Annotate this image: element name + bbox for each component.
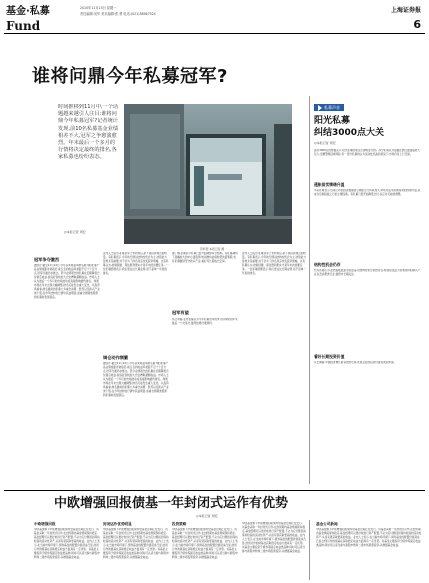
col3-subhead: 冠军有望 [172,310,189,315]
bottom-byline: ◎本报记者 周宏 [196,514,218,518]
bottom-col1-body: 中欧基金旗下中欧增强回报债券型基金近期正在发行。该基金采取一年封闭式运作,在封闭期内基金规模保持稳定,基金经理可以更好地进行资产配置,不必为应付赎回而保持较高的流动性资产,从而有望获取更高的收益。业内人士表示,在当前市场环境下,债券基金的配置价值逐步凸显,封闭运作的债基在获取稳定收益方面具有一定优势。该基金主要投资于债券等固定收益类品种,同时可以适当参与新股申购和二级市场股票投资,以增强基金收益。 [34,528,100,559]
sidebar-sec3-body: 从长期看,中国经济增长前景依然乐观,优质企业的投资价值将逐步体现。 [314,361,397,364]
sidebar-byline: ◎本报记者 周宏 [314,141,336,145]
bottom-col4-body: 中欧基金旗下中欧增强回报债券型基金近期正在发行。该基金采取一年封闭式运作,在封闭期内基金规模保持稳定,基金经理可以更好地进行资产配置,不必为应付赎回而保持较高的流动性资产,从而有望获取更高的收益。业内人士表示,在当前市场环境下,债券基金的配置价值逐步凸显,封闭运作的债基在获取稳定收益方面具有一定优势。该基金主要投资于债券等固定收益类品种,同时可以适当参与新股申购和二级市场股票投资,以增强基金收益。 [242,522,306,553]
sidebar-tag [314,104,344,111]
masthead-bar [0,4,429,34]
main-headline: 谁将问鼎今年私募冠军? [32,66,228,87]
page-number: 6 [413,18,421,31]
sidebar-divider [309,96,310,484]
sidebar-sec1-body: 多家私募表示,近期公布的经济数据显示通胀压力持续加大,市场对货币政策收紧的预期升温,这成为压制指数上行的主要因素。有私募已经开始降低仓位,以应对可能的调整。 [314,189,421,196]
arrow-icon [318,105,322,111]
bottom-side-subhead: 基金公司新闻 [316,522,338,526]
bottom-col3-subhead: 投资策略 [172,522,187,526]
bottom-col2-body: 中欧基金旗下中欧增强回报债券型基金近期正在发行。该基金采取一年封闭式运作,在封闭期内基金规模保持稳定,基金经理可以更好地进行资产配置,不必为应付赎回而保持较高的流动性资产,从而有望获取更高的收益。业内人士表示,在当前市场环境下,债券基金的配置价值逐步凸显,封闭运作的债基在获取稳定收益方面具有一定优势。该基金主要投资于债券等固定收益类品种,同时可以适当参与新股申购和二级市场股票投资,以增强基金收益。 [103,528,169,559]
bottom-rule [4,490,425,491]
issue-line: 2010年11月15日 星期一 [80,6,117,10]
bottom-col1-subhead: 中欧增强回报 [34,522,56,526]
col2-body: 业内人士指出,私募冠军之争的背后,是不同投资理念的较量。有私募表示,今年的行情以结构性机会为主,选股能力显得尤其重要,并不会为了排名刻意改变投资策略。也有私募认为,控制回撤、保住胜利果实才是年末的首要任务。一位私募经理表示:我们更关注长期业绩,而不是单一年度的排名。 [103,252,169,275]
bottom-col3-body: 中欧基金旗下中欧增强回报债券型基金近期正在发行。该基金采取一年封闭式运作,在封闭期内基金规模保持稳定,基金经理可以更好地进行资产配置,不必为应付赎回而保持较高的流动性资产,从而有望获取更高的收益。业内人士表示,在当前市场环境下,债券基金的配置价值逐步凸显,封闭运作的债基在获取稳定收益方面具有一定优势。该基金主要投资于债券等固定收益类品种,同时可以适当参与新股申购和二级市场股票投资,以增强基金收益。 [172,528,238,559]
photo-illustration [124,104,292,244]
section-title-en: Fund [6,19,41,33]
sidebar-title-line1: 阳光私募 [314,116,351,126]
col3-body: 据了解,近期部分私募已经开始调整持仓结构。有私募减持了涨幅较大的中小盘股票,转而增持估值较低的蓝筹股;也有私募继续坚守新兴产业,看好其长期成长空间。 [172,252,238,263]
bottom-headline: 中欧增强回报债基一年封闭式运作有优势 [54,496,289,511]
photo [124,104,292,244]
editor-line: 责任编辑:吴华 美术编辑:张 勇 电话:(021)38967524 [80,12,156,16]
col2-subhead: 调仓动作频繁 [103,355,129,360]
lead-byline: ◎本报记者 周宏 [64,230,86,234]
newspaper-masthead: 上海证券报 [390,7,421,14]
header-rule [4,33,425,34]
sidebar-sec2-title: 结构性机会仍存 [314,262,341,267]
col1-body: 据统计,截至11月12日,今年以来收益率排名前列的私募产品业绩差距非常接近,前五名的收益率差距不足十个百分点,冠军归属仍存悬念。部分业绩领先的私募在近期降低仓位锁定收益,而追赶者则加大仓位搏取超额收益。市场人士认为最后一个多月的市场波动将直接影响最终排名。如果市场在年末出现大幅调整,排名可能发生重大变化。从投资风格看,排名靠前的私募大多重仓消费、医药以及新兴产业类个股,在今年结构性行情中获益明显,而重仓周期类股票的私募则表现落后。 [34,264,100,299]
col3-body-2: 综合来看,业内普遍认为今年私募冠军的争夺将持续到年末最后一个交易日,最终结果仍难预料。 [172,318,238,325]
sidebar-sec3-title: 看好长期投资价值 [314,354,345,359]
col2-body-2: 据统计,截至11月12日,今年以来收益率排名前列的私募产品业绩差距非常接近,前五名的收益率差距不足十个百分点,冠军归属仍存悬念。部分业绩领先的私募在近期降低仓位锁定收益,而追赶者则加大仓位搏取超额收益。市场人士认为最后一个多月的市场波动将直接影响最终排名。如果市场在年末出现大幅调整,排名可能发生重大变化。从投资风格看,排名靠前的私募大多重仓消费、医药以及新兴产业类个股,在今年结构性行情中获益明显,而重仓周期类股票的私募则表现落后。 [103,362,169,397]
bottom-col2-subhead: 封闭运作优势明显 [103,522,132,526]
bottom-side-body: 中欧基金旗下中欧增强回报债券型基金近期正在发行。该基金采取一年封闭式运作,在封闭期内基金规模保持稳定,基金经理可以更好地进行资产配置,不必为应付赎回而保持较高的流动性资产,从而有望获取更高的收益。业内人士表示,在当前市场环境下,债券基金的配置价值逐步凸显,封闭运作的债基在获取稳定收益方面具有一定优势。该基金主要投资于债券等固定收益类品种,同时可以适当参与新股申购和二级市场股票投资,以增强基金收益。 [316,528,422,547]
section-title: 基金·私募 [6,6,50,17]
photo-caption: 资料图 本报记者 摄 [200,247,225,251]
sidebar [314,96,424,486]
sidebar-lead: 面对3000点的整数关口,阳光私募的观点出现明显分歧。部分私募认为指数在此位置面临较大压力,需要警惕回调风险;另一部分私募则认为流动性充裕的背景下,市场仍有上行空间。 [314,149,420,156]
col4-body: 业内人士指出,私募冠军之争的背后,是不同投资理念的较量。有私募表示,今年的行情以结构性机会为主,选股能力显得尤其重要,并不会为了排名刻意改变投资策略。也有私募认为,控制回撤、保住胜利果实才是年末的首要任务。一位私募经理表示:我们更关注长期业绩,而不是单一年度的排名。 [242,252,306,275]
sidebar-tag-label: 私募声音 [324,105,340,110]
sidebar-title-line2: 纠结3000点大关 [314,128,385,138]
sidebar-sec2-body: 也有私募认为,虽然指数层面可能震荡,但结构性机会依然存在,特别是受益于政策扶持的新兴产业以及消费类行业,值得中长期关注。 [314,269,421,276]
col1-subhead: 冠军争夺激烈 [34,257,60,262]
lead-paragraph: 时间推移到11月中,一个话题越来越引人注目:谁将问鼎今年私募冠军?记者统计发现,前10名私募基金业绩相差不大,冠军之争愈演愈烈。年末最后一个多月的行情将决定最终的排名,各家私募也纷纷表态。 [58,104,119,161]
bottom-sidebar-divider [309,520,310,580]
sidebar-sec1-title: 通胀担忧情绪升温 [314,182,345,187]
